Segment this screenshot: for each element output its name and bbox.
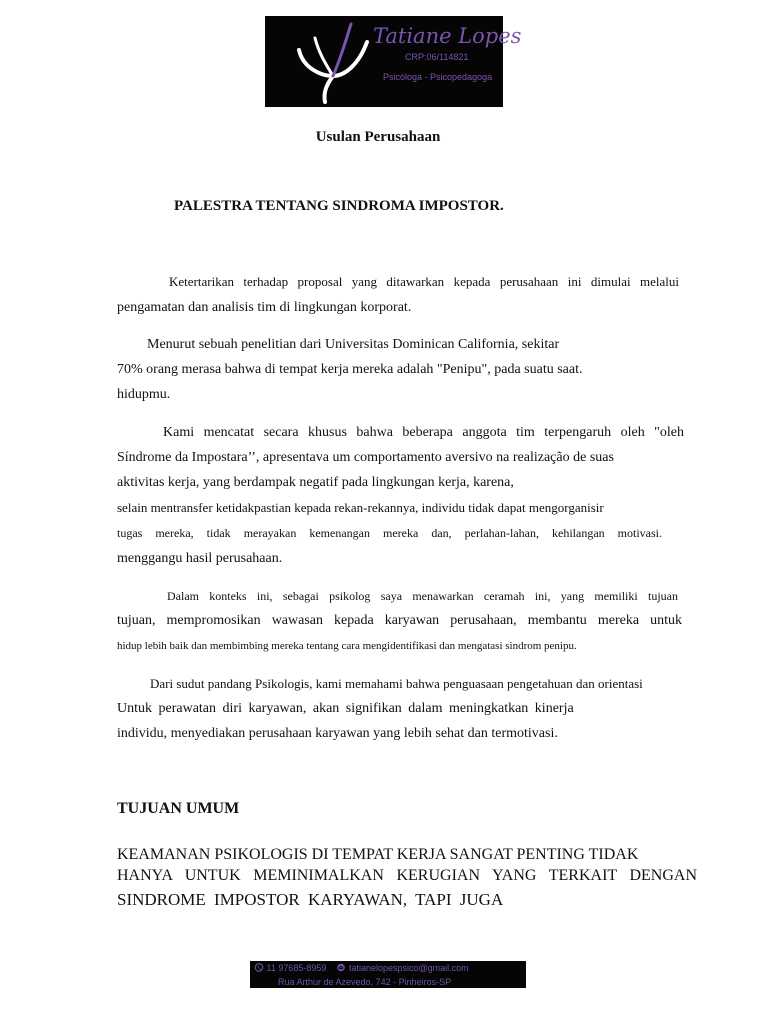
p2-line-1: Menurut sebuah penelitian dari Universitas Dominican California, sekitar (147, 337, 560, 352)
logo-mark-icon (293, 20, 373, 104)
logo-crp: CRP:06/114821 (405, 52, 469, 62)
logo-name: Tatiane Lopes (373, 24, 522, 48)
p4-line-1: Dalam konteks ini, sebagai psikolog saya menawarkan ceramah ini, yang memiliki tujuan (167, 589, 678, 603)
p5-line-1: Dari sudut pandang Psikologis, kami memahami bahwa penguasaan pengetahuan dan orientasi (150, 676, 643, 691)
p3-line-1: Kami mencatat secara khusus bahwa beberapa anggota tim terpengaruh oleh "oleh (163, 425, 684, 440)
email-icon (336, 963, 346, 972)
document-title: PALESTRA TENTANG SINDROMA IMPOSTOR. (174, 198, 504, 214)
footer-contact (250, 961, 526, 988)
p1-line-1: Ketertarikan terhadap proposal yang ditawarkan kepada perusahaan ini dimulai melalui (169, 274, 679, 289)
p3-line-3: aktivitas kerja, yang berdampak negatif pada lingkungan kerja, karena, (117, 475, 514, 490)
footer-row-contacts (254, 963, 469, 973)
p3-line-6: menggangu hasil perusahaan. (117, 551, 283, 566)
caps-line-3: SINDROME IMPOSTOR KARYAWAN, TAPI JUGA (117, 890, 504, 909)
footer-email[interactable]: tatianelopespsico@gmail.com (348, 963, 469, 973)
p3-line-4: selain mentransfer ketidakpastian kepada rekan-rekannya, individu tidak dapat mengorganisir (117, 500, 604, 515)
footer-phone: 11 97685-8959 (266, 963, 327, 973)
p2-line-3: hidupmu. (117, 387, 171, 402)
caps-line-2: HANYA UNTUK MEMINIMALKAN KERUGIAN YANG TERKAIT DENGAN (117, 867, 697, 884)
p3-line-5: tugas mereka, tidak merayakan kemenangan mereka dan, perlahan-lahan, kehilangan motivasi. (117, 526, 662, 540)
p5-line-2: Untuk perawatan diri karyawan, akan signifikan dalam meningkatkan kinerja (117, 701, 574, 716)
phone-icon (254, 963, 264, 972)
section-heading: TUJUAN UMUM (117, 800, 240, 817)
p4-line-3: hidup lebih baik dan membimbing mereka tentang cara mengidentifikasi dan mengatasi sindrom penipu. (117, 640, 577, 652)
caps-line-1: KEAMANAN PSIKOLOGIS DI TEMPAT KERJA SANGAT PENTING TIDAK (117, 846, 639, 863)
p3-line-2: Síndrome da Impostara’’, apresentava um comportamento aversivo na realização de suas (117, 450, 614, 465)
p4-line-2: tujuan, mempromosikan wawasan kepada karyawan perusahaan, membantu mereka untuk (117, 613, 682, 628)
document-subtitle: Usulan Perusahaan (315, 129, 441, 145)
header-logo (265, 16, 522, 107)
footer-address: Rua Arthur de Azevedo, 742 - Pinheiros-SP (278, 977, 452, 987)
logo-role: Psicóloga - Psicopedagoga (383, 72, 493, 82)
p1-line-2: pengamatan dan analisis tim di lingkungan korporat. (117, 300, 412, 315)
p5-line-3: individu, menyediakan perusahaan karyawan yang lebih sehat dan termotivasi. (117, 726, 558, 741)
p2-line-2: 70% orang merasa bahwa di tempat kerja mereka adalah "Penipu", pada suatu saat. (117, 362, 583, 377)
